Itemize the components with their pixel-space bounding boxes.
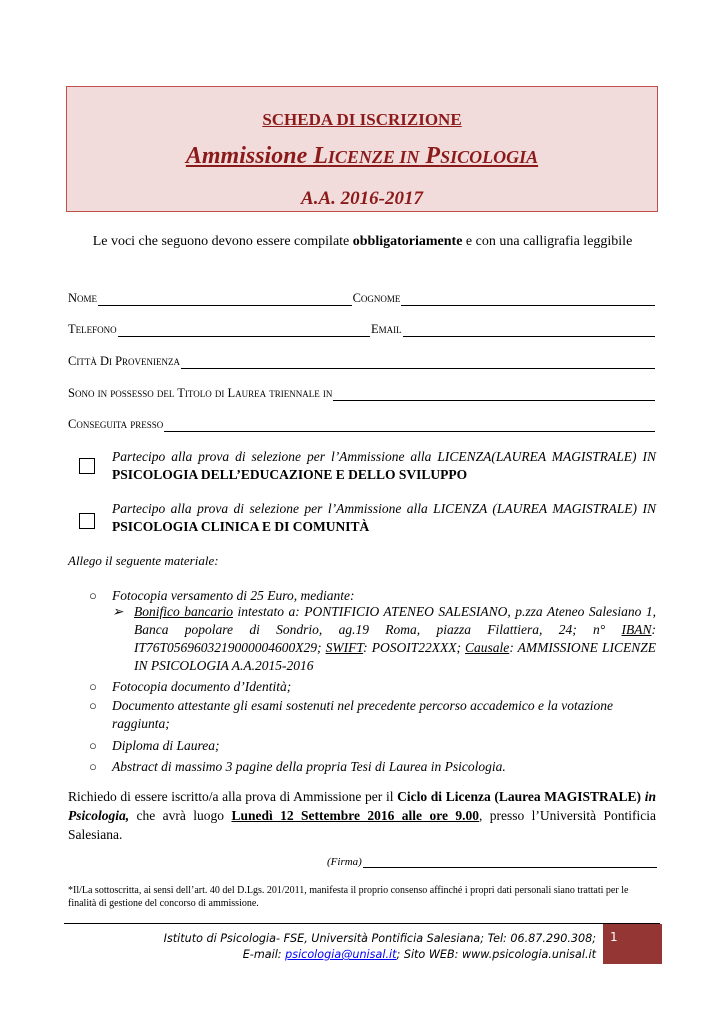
checkbox-clinica[interactable]: [79, 513, 95, 529]
circle-bullet-icon: ○: [89, 679, 97, 694]
circle-bullet-icon: ○: [89, 588, 97, 603]
privacy-note: *Il/La sottoscritta, ai sensi dell’art. 40 del D.Lgs. 201/2011, manifesta il proprio consenso affinché i propri dati personali siano trattati per le finalità di gestione del concorso di ammissione.: [68, 885, 629, 909]
signature-field[interactable]: [363, 858, 657, 868]
list-item-text: Abstract di massimo 3 pagine della propria Tesi di Laurea in Psicologia.: [112, 759, 506, 774]
cognome-field[interactable]: [401, 294, 655, 306]
titolo-field[interactable]: [333, 389, 655, 401]
choice-educazione: Partecipo alla prova di selezione per l’Ammissione alla LICENZA(LAUREA MAGISTRALE) IN PSICOLOGIA DELL’EDUCAZIONE E DELLO SVILUPPO: [112, 449, 656, 482]
name-row: [68, 291, 656, 307]
list-item-text: Diploma di Laurea;: [112, 738, 220, 753]
email-field[interactable]: [403, 325, 655, 337]
signature-label: (Firma): [327, 856, 362, 868]
email-link[interactable]: psicologia@unisal.it: [285, 948, 397, 961]
circle-bullet-icon: ○: [89, 698, 97, 713]
email-label: Email: [371, 322, 402, 336]
city-row: [68, 354, 656, 370]
citta-field[interactable]: [181, 357, 655, 369]
form-subtitle: Ammissione LICENZE IN PSICOLOGIA: [185, 143, 539, 169]
citta-label: Città Di Provenienza: [68, 354, 181, 368]
request-paragraph: Richiedo di essere iscritto/a alla prova di Ammissione per il Ciclo di Licenza (Laurea MAGISTRALE) in Psicologia, che avrà luogo Lunedì 12 Settembre 2016 alle ore 9.00, presso l’Università Pontificia Salesiana.: [68, 789, 657, 842]
contact-row: [68, 322, 656, 338]
choice-clinica: Partecipo alla prova di selezione per l’Ammissione alla LICENZA (LAUREA MAGISTRALE) IN PSICOLOGIA CLINICA E DI COMUNITÀ: [112, 501, 656, 534]
allego-heading: Allego il seguente materiale:: [68, 553, 219, 568]
arrow-bullet-icon: ➢: [112, 604, 124, 619]
list-item-text: Documento attestante gli esami sostenuti nel precedente percorso accademico e la votazione raggiunta;: [112, 698, 613, 731]
telefono-label: Telefono: [68, 322, 117, 336]
list-item-text: Fotocopia versamento di 25 Euro, mediante:: [112, 588, 355, 603]
cognome-label: Cognome: [352, 291, 401, 305]
list-item: [89, 587, 97, 605]
conseguita-label: Conseguita presso: [68, 417, 164, 431]
circle-bullet-icon: ○: [89, 759, 97, 774]
intro-text: Le voci che seguono devono essere compilate obbligatoriamente e con una calligrafia leggibile: [92, 234, 633, 249]
footer-line1: Istituto di Psicologia- FSE, Università Pontificia Salesiana; Tel: 06.87.290.308;: [163, 932, 596, 945]
conseguita-field[interactable]: [164, 420, 655, 432]
titolo-label: Sono in possesso del Titolo di Laurea triennale in: [68, 386, 333, 400]
footer-divider: [64, 923, 660, 924]
signature-row: [327, 856, 657, 868]
nome-field[interactable]: [98, 294, 352, 306]
circle-bullet-icon: ○: [89, 738, 97, 753]
academic-year: A.A. 2016-2017: [301, 188, 423, 209]
footer-text: [64, 931, 596, 963]
page-number: 1: [610, 930, 618, 944]
footer-line2: E-mail: psicologia@unisal.it; Sito WEB: www.psicologia.unisal.it: [242, 948, 596, 961]
form-title: SCHEDA DI ISCRIZIONE: [262, 110, 462, 129]
degree-row: [68, 386, 656, 402]
bonifico-text: Bonifico bancario intestato a: PONTIFICIO ATENEO SALESIANO, p.zza Ateneo Salesiano 1, Banca popolare di Sondrio, ag.19 Roma, piazza Filattiera, 24; n° IBAN: IT76T0569603219000004600X29; SWIFT: POSOIT22XXX; Causale: AMMISSIONE LICENZE IN PSICOLOGIA A.A.2015-2016: [134, 604, 656, 673]
telefono-field[interactable]: [118, 325, 370, 337]
nome-label: Nome: [68, 291, 98, 305]
institution-row: [68, 417, 656, 433]
list-item-text: Fotocopia documento d’Identità;: [112, 679, 292, 694]
checkbox-educazione[interactable]: [79, 458, 95, 474]
page-number-box: [603, 924, 662, 964]
